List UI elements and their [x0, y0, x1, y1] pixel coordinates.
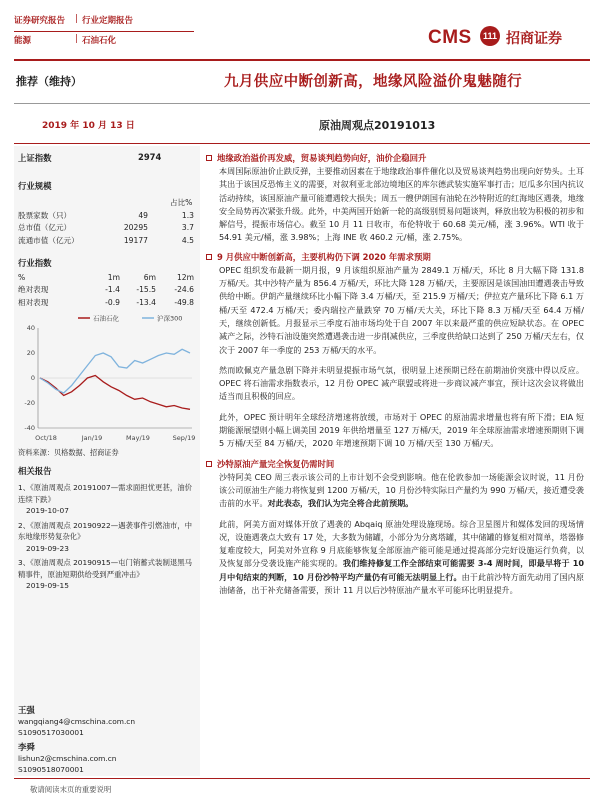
industry-tag: 石油石化 [82, 36, 117, 46]
report-title: 九月供应中断创新高，地缘风险溢价鬼魅随行 [224, 74, 522, 90]
section-heading [206, 152, 584, 165]
logo-badge-icon: 111 [480, 26, 500, 46]
section-paragraph [206, 518, 584, 598]
footer-disclaimer: 敬请阅读末页的重要说明 [30, 785, 112, 794]
table-row [18, 284, 194, 297]
analyst-email[interactable]: lishun2@cmschina.com.cn [18, 754, 117, 763]
section-3 [206, 458, 584, 598]
related-report-date: 2019-09-23 [26, 543, 69, 553]
table-row [18, 234, 194, 247]
related-reports-title: 相关报告 [18, 466, 52, 476]
row-label: 总市值（亿元） [18, 223, 72, 233]
analyst-contacts [18, 705, 192, 775]
report-date: 2019 年 10 月 13 日 [42, 121, 135, 131]
row-value: -0.9 [105, 297, 120, 307]
x-tick-label: Jan/19 [81, 434, 103, 442]
tag-separator: | [75, 34, 78, 44]
industry-scale-title: 行业规模 [18, 181, 52, 191]
related-report-date: 2019-09-15 [26, 581, 69, 590]
related-report-item[interactable] [18, 557, 192, 592]
performance-chart [18, 312, 198, 444]
industry-scale-table [18, 209, 194, 247]
index-value: 2974 [138, 152, 162, 162]
related-report-title[interactable]: 1、《原油周观点 20191007—需求面担忧更甚，油价连续下跌》 [18, 483, 193, 504]
paragraph-emphasis: 对此表态，我们认为完全将合此前预期。 [267, 498, 414, 509]
analyst-name: 李舜 [18, 742, 35, 752]
section-heading-text: 沙特原油产量完全恢复仍需时间 [217, 458, 335, 469]
header-rule [14, 31, 194, 32]
tag-separator: | [75, 14, 78, 24]
x-tick-label: Sep/19 [172, 434, 196, 442]
related-report-date: 2019-10-07 [26, 506, 69, 515]
y-tick-label: 40 [26, 324, 35, 333]
y-tick-label: -20 [24, 399, 35, 408]
section-2 [206, 251, 584, 451]
section-body: 本周国际原油价止跌反弹，主要推动因素在于地缘政治事件催化以及贸易谈判趋势出现向好势头。土耳其出于该国反恐怖主义的需要，对叙利亚北部边境地区的库尔德武装实施军事打击；厄瓜多尔国内抗议活动持续，该国原油产量可能遭遇较大损失；周五一艘伊朗国有油轮在沙特附近的红海地区遇袭，地缘安全局势再次紧张升级。此外，中美两国开始新一轮的高级别贸易问题谈判，释放出较为积极的初步和解信号，提振市场信心。截至 10 月 11 日收市，布伦特收于 60.68 美元/桶，涨 3.96%。WTI 收于 54.91 美元/桶，涨 3.98%；上海 INE 收 460.2 元/桶，涨 2.75%。 [219, 166, 584, 243]
logo-chinese-name: 招商证券 [506, 31, 562, 47]
report-subtitle: 原油周观点20191013 [319, 119, 436, 132]
sector-tag: 能源 [14, 36, 32, 46]
table-row [18, 222, 194, 235]
square-bullet-icon [206, 155, 212, 161]
row-pct: 4.5 [181, 235, 194, 245]
analyst-email[interactable]: wangqiang4@cmschina.com.cn [18, 717, 136, 726]
square-bullet-icon [206, 254, 212, 260]
y-tick-label: 20 [26, 349, 35, 358]
section-heading [206, 458, 584, 471]
row-label: 绝对表现 [18, 285, 49, 295]
paragraph-text: 沙特阿美 CEO 周三表示该公司的上市计划不会受到影响。他在伦敦参加一场能源会议时说，11 月份该公司原油生产能力将恢复到 1200 万桶/天，10 月份沙特实际日产量约为 990 万桶/天，接近遭受袭击前的水平。 [219, 471, 584, 509]
rating-label: 推荐（维持） [16, 75, 82, 88]
section-paragraph: OPEC 组织发布最新一期月报，9 月该组织原油产量为 2849.1 万桶/天，环比 8 月大幅下降 131.8 万桶/天。其中沙特产量为 856.4 万桶/天，环比大降 128 万桶/天，主要原因是该国油田遭遇袭击导致供给中断。伊朗产量继续环比小幅下降 3.4 万桶/天，至 215.9 万桶/天；伊拉克产量环比下降 6.1 万桶/天至 472.4 万桶/天；委内瑞拉产量跌穿 70 万桶/天大关，环比下降 8.3 万桶/天至 64.4 万桶/天，继续创新低。月报显示三季度石油市场均处于自 2007 年以来最严重的供应短缺状态。在 OPEC 减产之际，沙特石油设施突然遭遇袭击进一步削减供应，三季度供给缺口达到了 250 万桶/天左右，仅次于 2007 年一季度的 253 万桶/天的水平。 [219, 264, 584, 355]
section-1 [206, 152, 584, 245]
related-report-item[interactable] [18, 520, 192, 555]
row-label: 相对表现 [18, 297, 49, 307]
analyst-cert: S1090518070001 [18, 765, 84, 774]
logo-text: CMS [428, 27, 472, 48]
row-value: -24.6 [174, 285, 194, 295]
row-value: -15.5 [136, 285, 156, 295]
legend-label: 沪深300 [157, 314, 183, 323]
table-header-row [18, 271, 194, 284]
related-report-item[interactable] [18, 482, 192, 517]
y-tick-label: 0 [30, 374, 35, 383]
index-label: 上证指数 [18, 153, 52, 163]
section-paragraph: 然而欧佩克产量急剧下降并未明显提振市场气氛，很明显上述预期已经在前期油价突涨中得以反应。OPEC 将石油需求指数表示，12 月份 OPEC 减产联盟或将进一步商议减产事宜，预计这次会议将做出适当而且积极的回应。 [219, 364, 584, 402]
section-heading-text: 地缘政治溢价再发威，贸易谈判趋势向好，油价企稳回升 [217, 153, 427, 163]
x-tick-label: Oct/18 [35, 434, 57, 442]
section-paragraph: 此外，OPEC 预计明年全球经济增速将放缓，市场对于 OPEC 的原油需求增量也将有所下滑；EIA 短期能源展望则小幅上调美国 2019 年供给增量至 127 万桶/天，2019 年全球原油需求增速预期则下调 5 万桶/天至 84 万桶/天，2020 年增速预期下调 10 万桶/天至 130 万桶/天。 [219, 411, 584, 449]
row-value: 20295 [123, 223, 148, 233]
table-row [18, 209, 194, 222]
col-header: 6m [143, 272, 156, 282]
y-tick-label: -40 [24, 424, 35, 433]
col-header: % [18, 272, 26, 282]
col-header: 1m [107, 272, 120, 282]
related-reports-list [18, 482, 192, 592]
row-label: 流通市值（亿元） [18, 235, 79, 245]
title-rule [14, 103, 590, 104]
paragraph-text: 此前，阿美方面对媒体开放了遇袭的 Abqaiq 原油处理设施现场。综合卫星图片和媒体发回的现场情况，设施遇袭点大致有 17 处，大多数为储罐，小部分为分离塔罐，其中储罐的修复相对简单，塔器修复难度较大，阿美对外宣称 9 月底能够恢复全部原油产能可能是通过提高部分完好设施运行负荷，以及恢复部分受袭设施产能实现的。 [219, 518, 584, 569]
section-heading [206, 251, 584, 264]
performance-table [18, 271, 194, 309]
industry-index-title: 行业指数 [18, 258, 52, 268]
analyst-name: 王强 [18, 705, 35, 715]
col-header: 12m [176, 272, 194, 282]
related-report-title[interactable]: 3、《原油周观点 20190915—屯门销蓄式装制退黑马精事件，原油短期供给受到严重冲击》 [18, 558, 193, 579]
table-row [18, 296, 194, 309]
row-label: 股票家数（只） [18, 210, 72, 220]
row-value: -49.8 [174, 297, 194, 307]
row-value: -13.4 [136, 297, 156, 307]
chart-source: 资料来源：贝格数据、招商证券 [18, 448, 119, 457]
row-pct: 3.7 [181, 223, 194, 233]
square-bullet-icon [206, 461, 212, 467]
cms-logo [420, 25, 590, 51]
x-tick-label: May/19 [126, 434, 150, 442]
paragraph-text: 由于此前沙特方面先动用了国内原油储备，出于补充储备需要，预计 11 月以后沙特原油产量水平可能环比明显提升。 [219, 571, 584, 596]
row-value: -1.4 [105, 285, 120, 295]
row-pct: 1.3 [181, 210, 194, 220]
share-column-header: 占比% [170, 198, 193, 207]
row-value: 19177 [123, 235, 148, 245]
legend-label: 石油石化 [93, 314, 119, 323]
analyst-cert: S1090517030001 [18, 728, 84, 737]
series-line [40, 349, 190, 393]
paragraph-emphasis: 我们维持修复工作全部结束可能需要 3-4 周时间，即最早将于 10 月中旬结束的判断，10 月份沙特平均产量仍有可能无法明显上行。 [219, 558, 584, 582]
main-content [206, 152, 584, 597]
footer-rule [14, 778, 590, 779]
report-category-tag: 行业定期报告 [82, 16, 134, 26]
report-type-tag: 证券研究报告 [14, 16, 66, 26]
subtitle-rule [14, 143, 590, 144]
row-value: 49 [138, 210, 148, 220]
section-paragraph [206, 471, 584, 511]
related-report-title[interactable]: 2、《原油周观点 20190922—遇袭事件引燃油市，中东地缘形势复杂化》 [18, 520, 193, 541]
section-heading-text: 9 月供应中断创新高，主要机构仍下调 2020 年需求预期 [217, 251, 431, 262]
header-bottom-rule [14, 59, 590, 61]
